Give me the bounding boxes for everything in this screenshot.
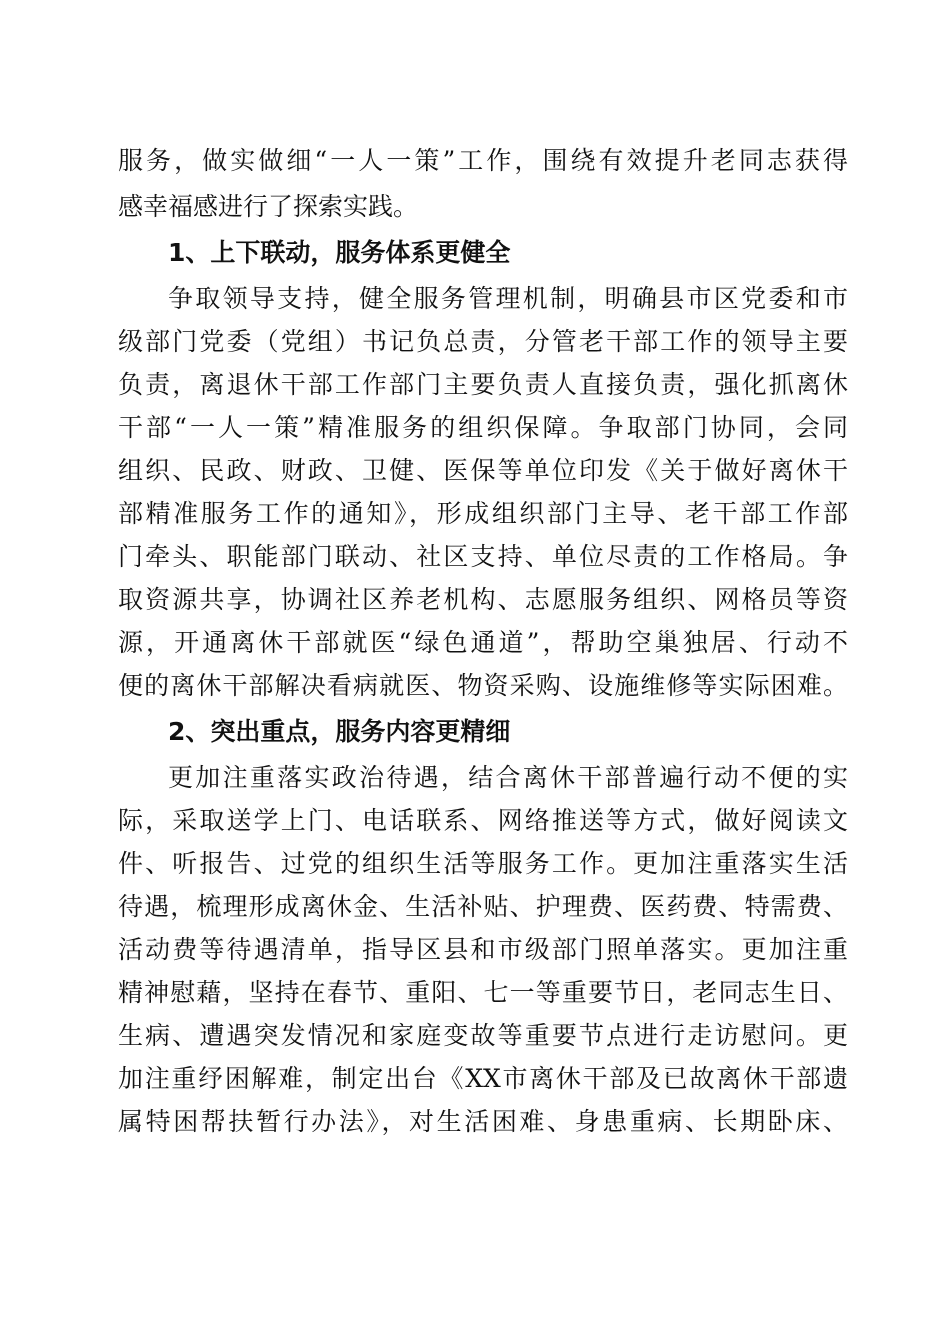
- paragraph-line: 感幸福感进行了探索实践。: [118, 192, 419, 221]
- section-heading-2: 2、突出重点，服务内容更精细: [168, 717, 511, 746]
- paragraph-line: 组织、民政、财政、卫健、医保等单位印发《关于做好离休干: [118, 456, 848, 485]
- paragraph-line: 际，采取送学上门、电话联系、网络推送等方式，做好阅读文: [118, 806, 848, 835]
- paragraph-line: 加注重纾困解难，制定出台《XX市离休干部及已故离休干部遗: [118, 1064, 848, 1093]
- paragraph-line: 争取领导支持，健全服务管理机制，明确县市区党委和市: [168, 284, 848, 313]
- paragraph-line: 干部“一人一策”精准服务的组织保障。争取部门协同，会同: [118, 413, 848, 442]
- paragraph-line: 属特困帮扶暂行办法》，对生活困难、身患重病、长期卧床、: [118, 1107, 848, 1136]
- paragraph-line: 精神慰藉，坚持在春节、重阳、七一等重要节日，老同志生日、: [118, 978, 848, 1007]
- paragraph-line: 更加注重落实政治待遇，结合离休干部普遍行动不便的实: [168, 763, 848, 792]
- paragraph-line: 取资源共享，协调社区养老机构、志愿服务组织、网格员等资: [118, 585, 848, 614]
- paragraph-line: 部精准服务工作的通知》，形成组织部门主导、老干部工作部: [118, 499, 848, 528]
- paragraph-line: 活动费等待遇清单，指导区县和市级部门照单落实。更加注重: [118, 935, 848, 964]
- paragraph-line: 门牵头、职能部门联动、社区支持、单位尽责的工作格局。争: [118, 542, 848, 571]
- paragraph-line: 级部门党委（党组）书记负总责，分管老干部工作的领导主要: [118, 327, 848, 356]
- section-heading-1: 1、上下联动，服务体系更健全: [168, 238, 511, 267]
- paragraph-line: 待遇，梳理形成离休金、生活补贴、护理费、医药费、特需费、: [118, 892, 848, 921]
- paragraph-line: 负责，离退休干部工作部门主要负责人直接负责，强化抓离休: [118, 370, 848, 399]
- paragraph-line: 便的离休干部解决看病就医、物资采购、设施维修等实际困难。: [118, 671, 848, 700]
- paragraph-line: 源，开通离休干部就医“绿色通道”，帮助空巢独居、行动不: [118, 628, 848, 657]
- paragraph-line: 件、听报告、过党的组织生活等服务工作。更加注重落实生活: [118, 849, 848, 878]
- paragraph-line: 生病、遭遇突发情况和家庭变故等重要节点进行走访慰问。更: [118, 1021, 848, 1050]
- paragraph-line: 服务，做实做细“一人一策”工作，围绕有效提升老同志获得: [118, 146, 848, 175]
